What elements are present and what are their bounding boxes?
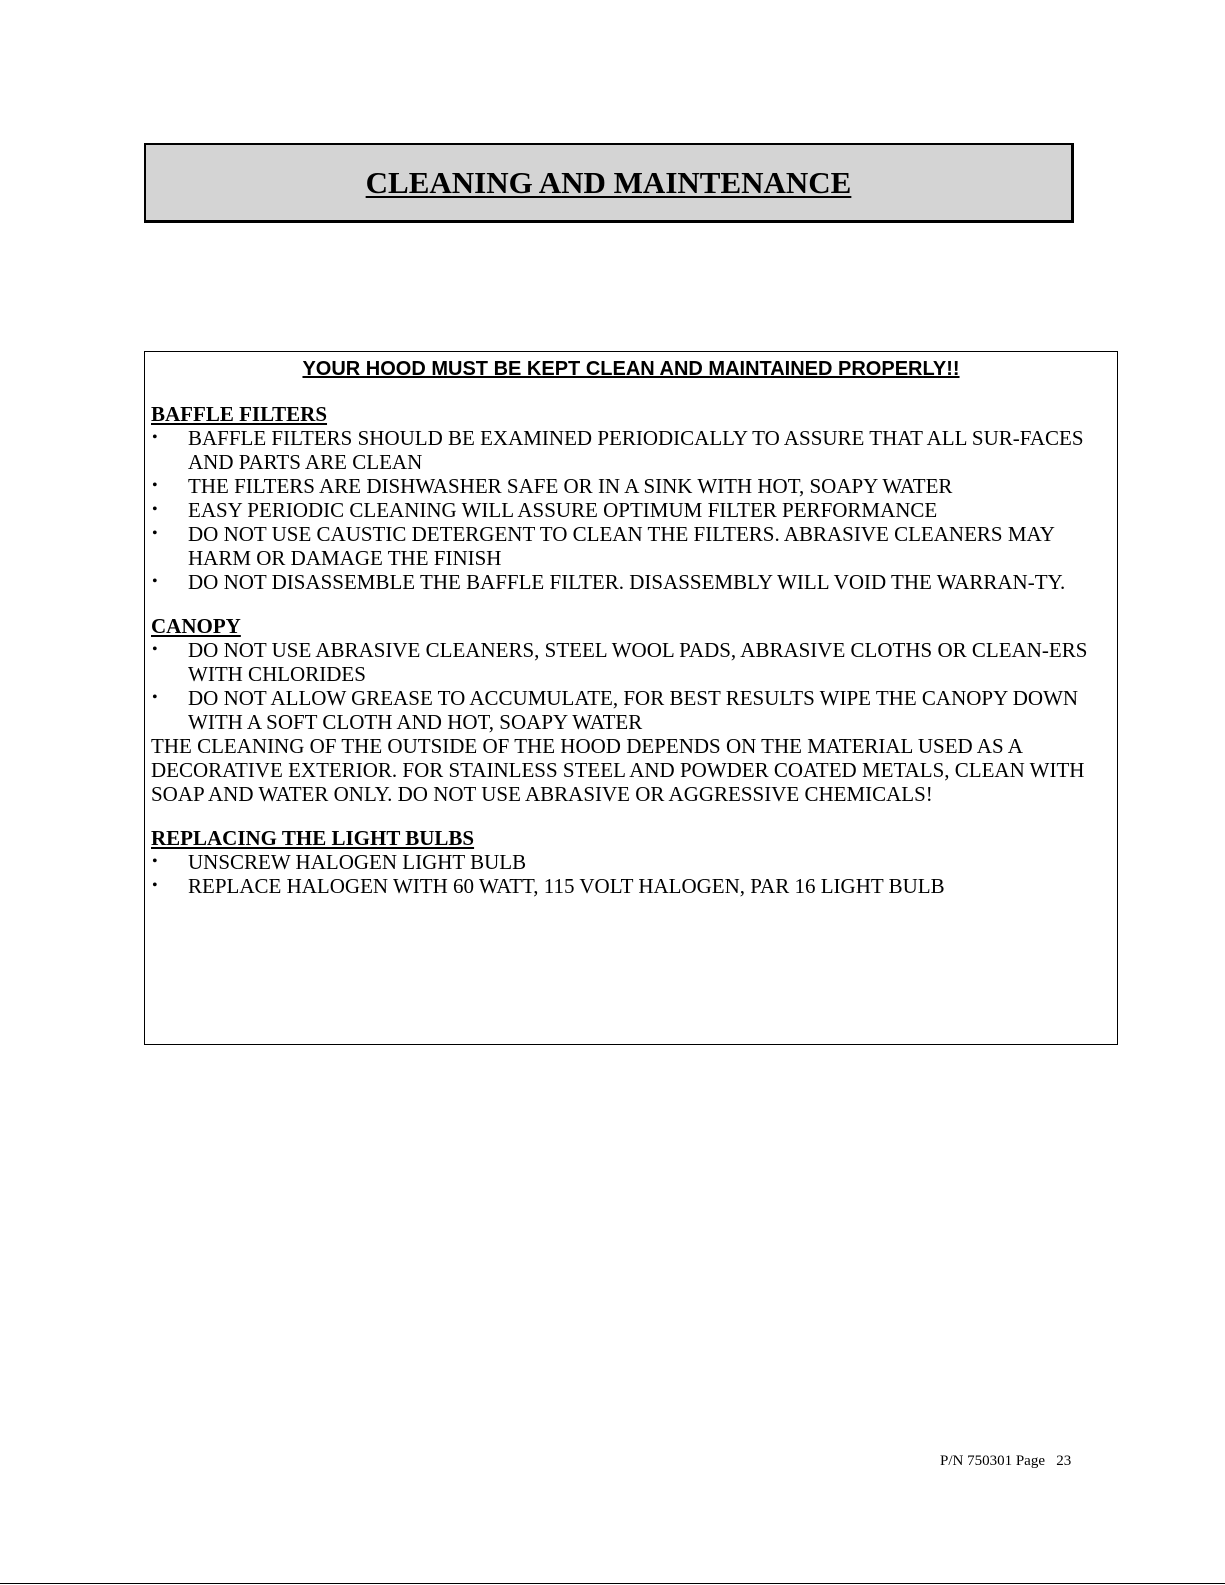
section-title-baffle-filters: BAFFLE FILTERS (151, 402, 328, 426)
bullet-icon: • (152, 641, 158, 658)
list-item: • THE FILTERS ARE DISHWASHER SAFE OR IN A SINK WITH HOT, SOAPY WATER (152, 474, 953, 498)
bullet-icon: • (152, 689, 158, 706)
list-item: • DO NOT USE ABRASIVE CLEANERS, STEEL WOOL PADS, ABRASIVE CLOTHS OR CLEAN-ERS WITH CHLORIDES (152, 638, 1088, 686)
list-item: • EASY PERIODIC CLEANING WILL ASSURE OPTIMUM FILTER PERFORMANCE (152, 498, 938, 522)
section-title-light-bulbs: REPLACING THE LIGHT BULBS (151, 826, 475, 850)
box-heading: YOUR HOOD MUST BE KEPT CLEAN AND MAINTAINED PROPERLY!! (302, 358, 960, 380)
maintenance-box (144, 351, 1118, 1045)
light-bulbs-list (151, 850, 1111, 898)
page-footer: P/N 750301 Page 23 (940, 1453, 1072, 1469)
canopy-paragraph: THE CLEANING OF THE OUTSIDE OF THE HOOD DEPENDS ON THE MATERIAL USED AS A DECORATIVE EXTERIOR. FOR STAINLESS STEEL AND POWDER COATED METALS, CLEAN WITH SOAP AND WATER ONLY. DO NOT USE ABRASIVE OR AGGRESSIVE CHEMICALS! (151, 734, 1085, 806)
baffle-filters-list (151, 426, 1111, 594)
list-item: • DO NOT DISASSEMBLE THE BAFFLE FILTER. DISASSEMBLY WILL VOID THE WARRAN-TY. (152, 570, 1066, 594)
list-item: • BAFFLE FILTERS SHOULD BE EXAMINED PERIODICALLY TO ASSURE THAT ALL SUR-FACES AND PARTS ARE CLEAN (152, 426, 1084, 474)
bullet-icon: • (152, 853, 158, 870)
bullet-icon: • (152, 877, 158, 894)
bottom-rule (0, 1583, 1225, 1584)
canopy-list (151, 638, 1111, 734)
bullet-icon: • (152, 525, 158, 542)
list-item: • REPLACE HALOGEN WITH 60 WATT, 115 VOLT HALOGEN, PAR 16 LIGHT BULB (152, 874, 945, 898)
title-banner (144, 143, 1074, 223)
bullet-icon: • (152, 429, 158, 446)
list-item: • DO NOT USE CAUSTIC DETERGENT TO CLEAN THE FILTERS. ABRASIVE CLEANERS MAY HARM OR DAMAGE THE FINISH (152, 522, 1055, 570)
bullet-icon: • (152, 477, 158, 494)
list-item: • DO NOT ALLOW GREASE TO ACCUMULATE, FOR BEST RESULTS WIPE THE CANOPY DOWN WITH A SOFT CLOTH AND HOT, SOAPY WATER (152, 686, 1079, 734)
page-title: CLEANING AND MAINTENANCE (365, 164, 852, 200)
bullet-icon: • (152, 573, 158, 590)
bullet-icon: • (152, 501, 158, 518)
section-title-canopy: CANOPY (151, 614, 241, 638)
list-item: • UNSCREW HALOGEN LIGHT BULB (152, 850, 527, 874)
